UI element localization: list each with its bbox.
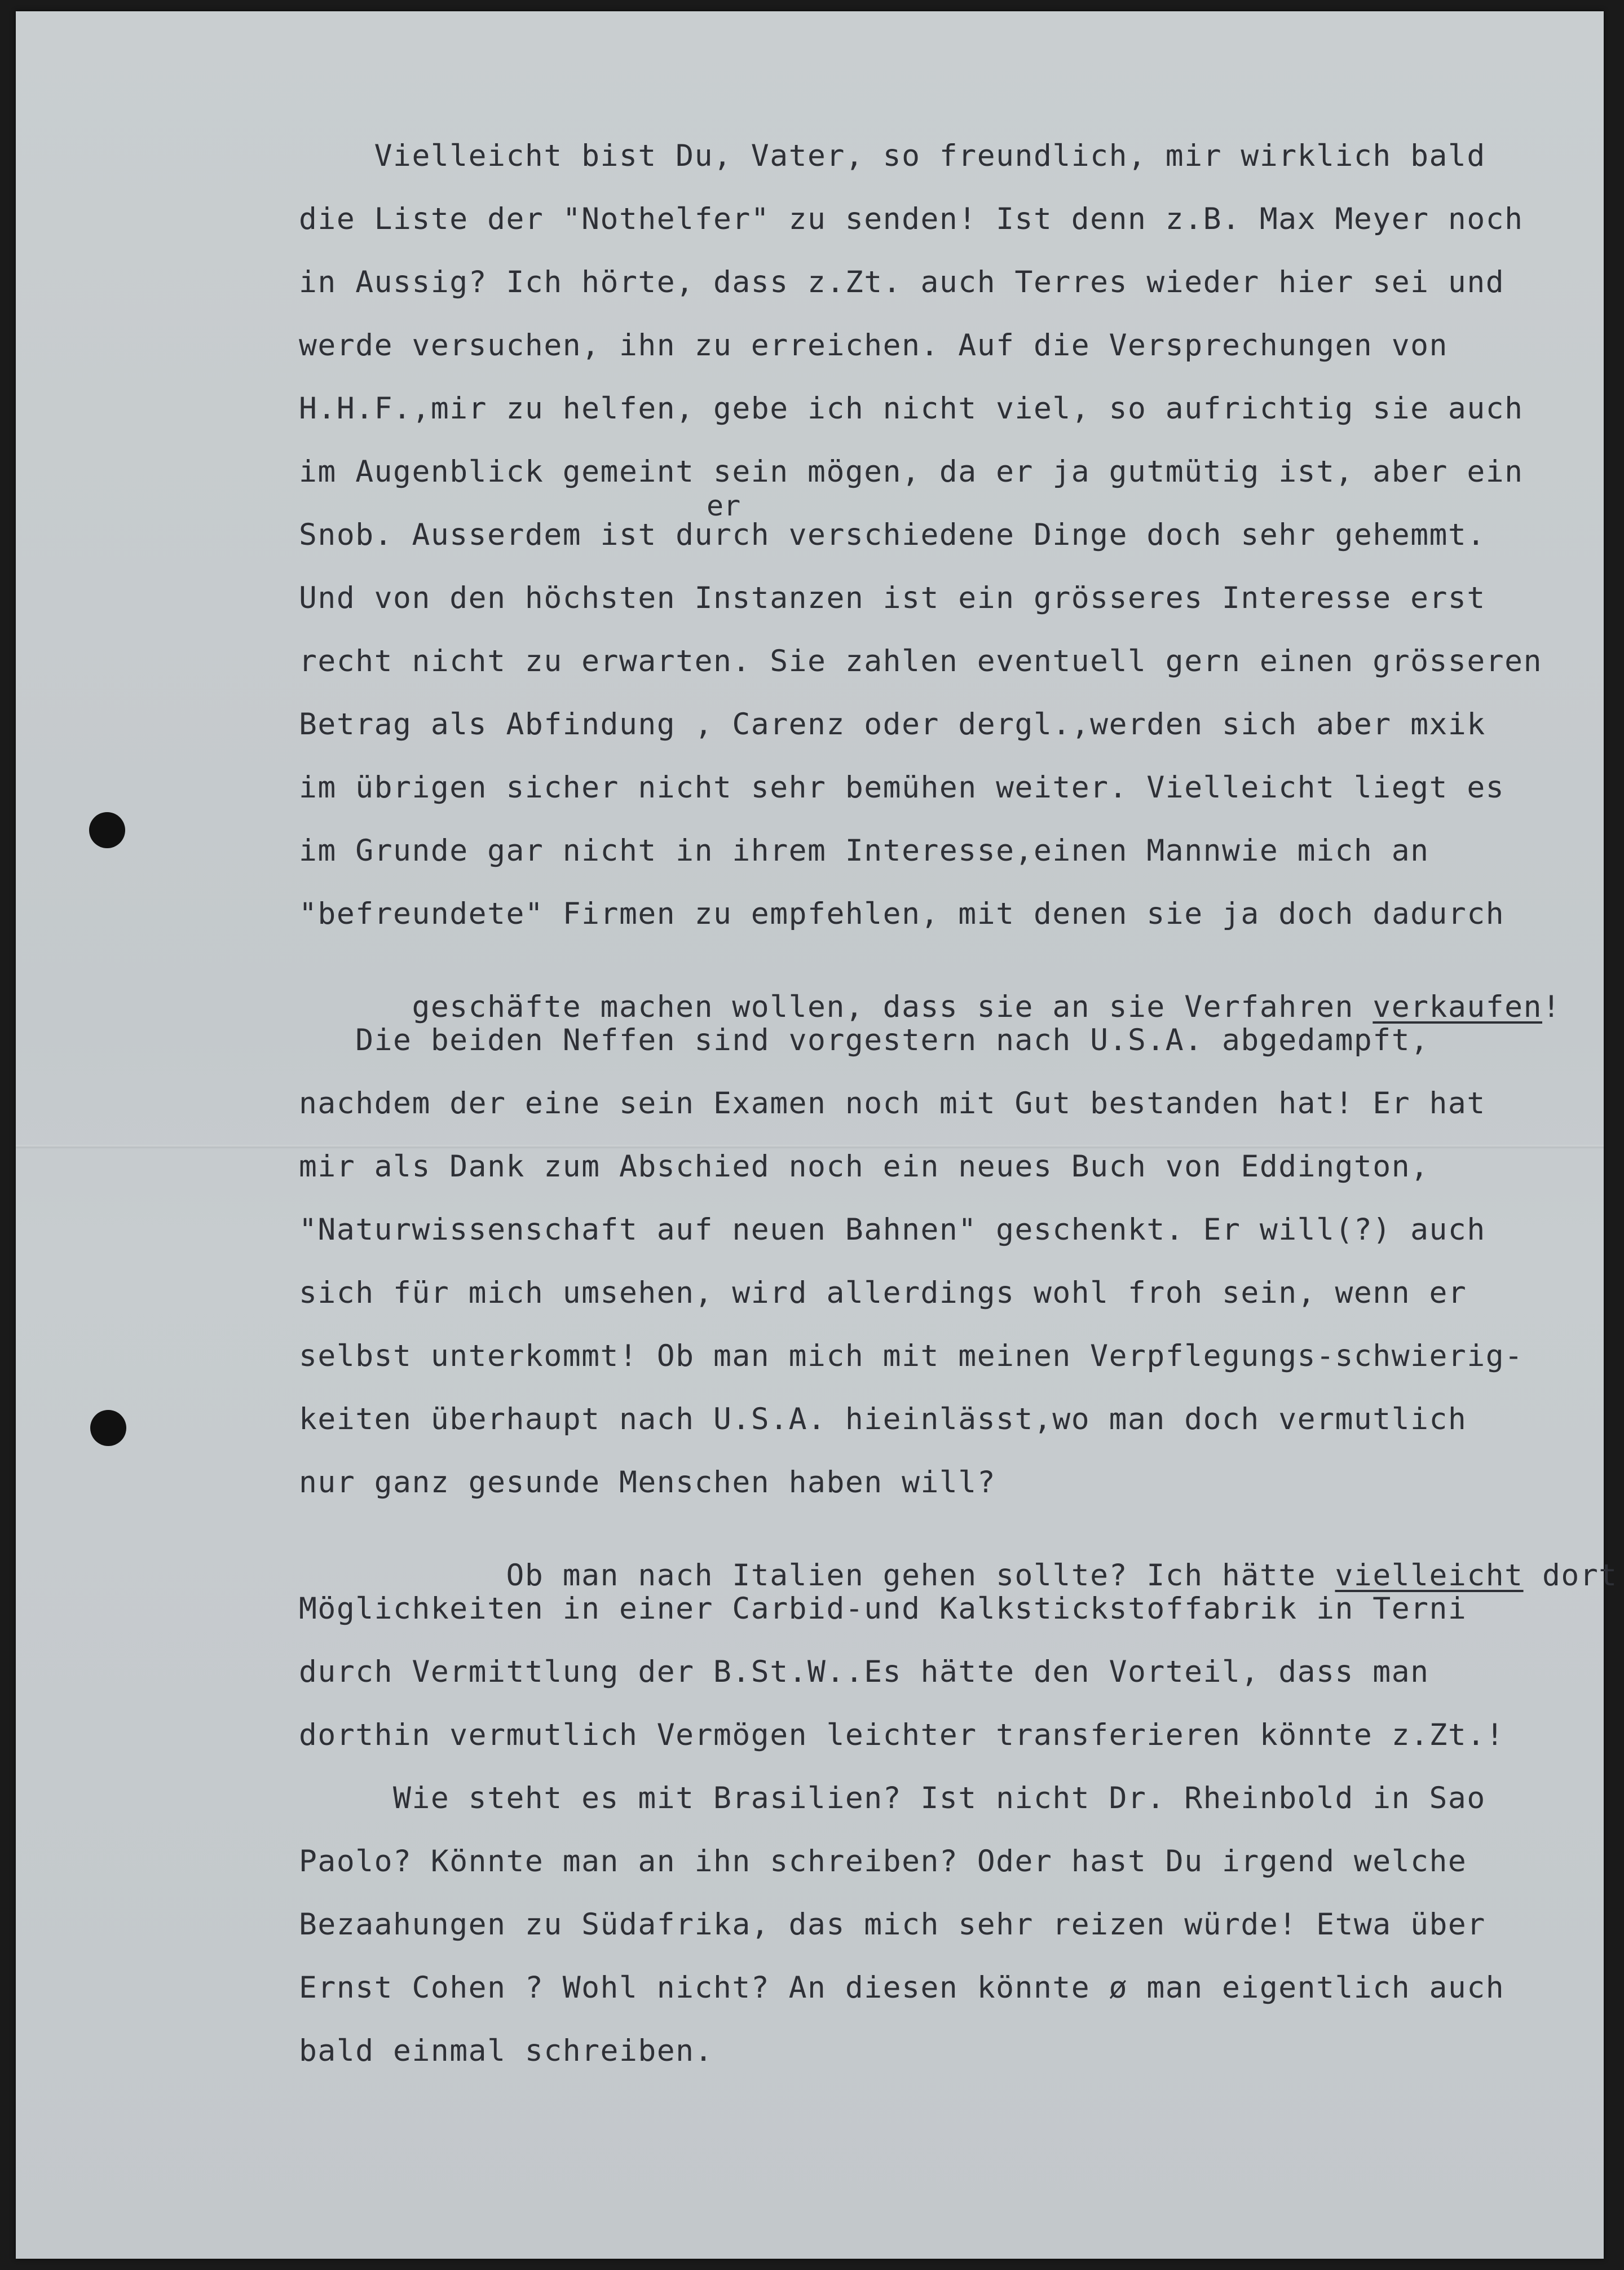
text-line: im Augenblick gemeint sein mögen, da er ja gutmütig ist, aber ein [299,455,1524,489]
text-line: recht nicht zu erwarten. Sie zahlen eventuell gern einen grösseren [299,644,1542,678]
text-segment: ! [1542,990,1561,1024]
text-line: "befreundete" Firmen zu empfehlen, mit denen sie ja doch dadurch [299,897,1505,931]
text-line: Und von den höchsten Instanzen ist ein grösseres Interesse erst [299,581,1486,615]
text-line: bald einmal schreiben. [299,2034,713,2068]
text-line: H.H.F.,mir zu helfen, gebe ich nicht viel, so aufrichtig sie auch [299,391,1524,426]
text-line: die Liste der "Nothelfer" zu senden! Ist denn z.B. Max Meyer noch [299,202,1524,236]
text-line: Wie steht es mit Brasilien? Ist nicht Dr. Rheinbold in Sao [299,1781,1486,1815]
text-line: durch Vermittlung der B.St.W..Es hätte den Vorteil, dass man [299,1655,1429,1689]
text-line: Paolo? Könnte man an ihn schreiben? Oder hast Du irgend welche [299,1844,1467,1879]
text-line: Vielleicht bist Du, Vater, so freundlich, mir wirklich bald [299,139,1486,173]
text-segment: geschäfte machen wollen, dass sie an sie Verfahren [412,990,1354,1024]
text-line: mir als Dank zum Abschied noch ein neues Buch von Eddington, [299,1149,1429,1184]
text-segment: Ob man nach Italien gehen sollte? Ich hätte [412,1558,1317,1593]
text-line: dorthin vermutlich Vermögen leichter transferieren könnte z.Zt.! [299,1718,1505,1752]
letter-page [16,11,1618,2259]
underlined-word: verkaufen [1373,990,1542,1024]
text-line: Betrag als Abfindung , Carenz oder dergl.,werden sich aber mxik [299,707,1486,742]
text-line: Die beiden Neffen sind vorgestern nach U.S.A. abgedampft, [299,1023,1429,1057]
text-line: Möglichkeiten in einer Carbid-und Kalkstickstoffabrik in Terni [299,1592,1467,1626]
text-line: nur ganz gesunde Menschen haben will? [299,1465,996,1500]
text-line: keiten überhaupt nach U.S.A. hieinlässt,wo man doch vermutlich [299,1402,1467,1436]
text-line: Ernst Cohen ? Wohl nicht? An diesen könnte ø man eigentlich auch [299,1971,1505,2005]
text-line: "Naturwissenschaft auf neuen Bahnen" geschenkt. Er will(?) auch [299,1213,1486,1247]
text-line: sich für mich umsehen, wird allerdings wohl froh sein, wenn er [299,1276,1467,1310]
text-line: in Aussig? Ich hörte, dass z.Zt. auch Terres wieder hier sei und [299,265,1505,299]
underlined-word: vielleicht [1335,1558,1524,1593]
typewritten-letter-body [16,11,1618,2259]
text-line: werde versuchen, ihn zu erreichen. Auf die Versprechungen von [299,328,1448,363]
text-line: nachdem der eine sein Examen noch mit Gut bestanden hat! Er hat [299,1086,1486,1121]
text-line: Snob. Ausserdem ist durch verschiedene Dinge doch sehr gehemmt. [299,518,1486,552]
text-line: Bezaahungen zu Südafrika, das mich sehr reizen würde! Etwa über [299,1907,1486,1942]
text-segment: dort [1523,1558,1618,1593]
text-line: im übrigen sicher nicht sehr bemühen weiter. Vielleicht liegt es [299,770,1505,805]
text-line: im Grunde gar nicht in ihrem Interesse,einen Mannwie mich an [299,834,1429,868]
text-line: selbst unterkommt! Ob man mich mit meinen Verpflegungs-schwierig- [299,1339,1524,1373]
interlinear-insertion: er [707,490,741,522]
